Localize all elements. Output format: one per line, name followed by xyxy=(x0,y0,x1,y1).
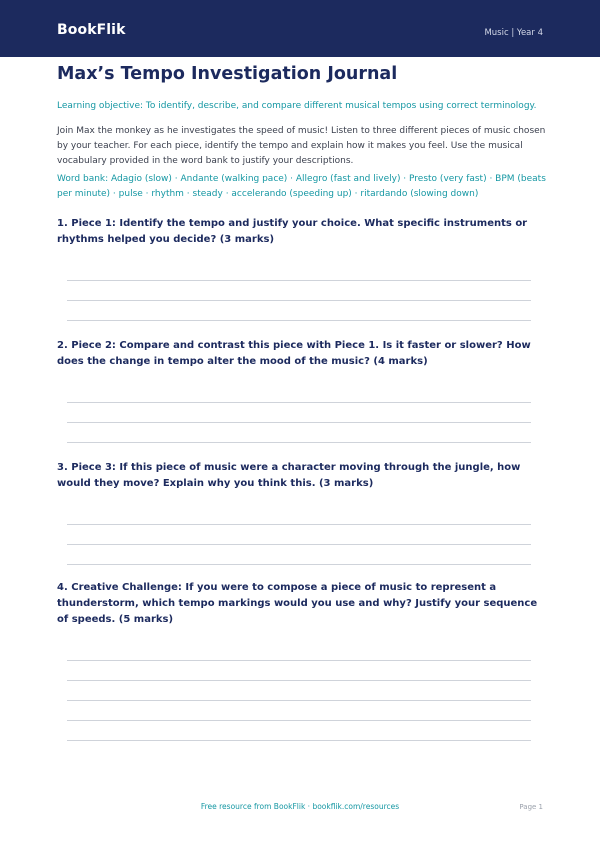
answer-line[interactable] xyxy=(67,422,531,423)
answer-line[interactable] xyxy=(67,300,531,301)
subject-label: Music | Year 4 xyxy=(484,28,543,38)
answer-line[interactable] xyxy=(67,280,531,281)
answer-line[interactable] xyxy=(67,740,531,741)
answer-line[interactable] xyxy=(67,660,531,661)
answer-line[interactable] xyxy=(67,442,531,443)
learning-objective: Learning objective: To identify, describe, and compare different musical tempos using correct terminology. xyxy=(57,101,537,111)
page-title: Max’s Tempo Investigation Journal xyxy=(57,64,398,84)
question-4: 4. Creative Challenge: If you were to compose a piece of music to represent a thunderstorm, which tempo markings would you use and why? Justify your sequence of speeds. (5 marks) xyxy=(57,582,538,625)
footer-text: Free resource from BookFlik · bookflik.com/resources xyxy=(200,802,400,811)
answer-line[interactable] xyxy=(67,402,531,403)
answer-line[interactable] xyxy=(67,700,531,701)
answer-line[interactable] xyxy=(67,680,531,681)
intro-paragraph: Join Max the monkey as he investigates the speed of music! Listen to three different pieces of music chosen by your teacher. For each piece, identify the tempo and explain how it makes you feel. Use the musical vocabulary provided in the word bank to justify your descriptions. xyxy=(57,126,546,166)
answer-line[interactable] xyxy=(67,524,531,525)
answer-line[interactable] xyxy=(67,720,531,721)
question-3: 3. Piece 3: If this piece of music were a character moving through the jungle, how would they move? Explain why you think this. (3 marks) xyxy=(57,462,521,489)
question-2: 2. Piece 2: Compare and contrast this piece with Piece 1. Is it faster or slower? How does the change in tempo alter the mood of the music? (4 marks) xyxy=(57,340,531,367)
answer-line[interactable] xyxy=(67,544,531,545)
page-number: Page 1 xyxy=(519,803,543,811)
answer-line[interactable] xyxy=(67,564,531,565)
brand-logo: BookFlik xyxy=(57,22,126,38)
header-bar xyxy=(0,0,600,57)
word-bank: Word bank: Adagio (slow) · Andante (walking pace) · Allegro (fast and lively) · Presto (very fast) · BPM (beats per minute) · pulse · rhythm · steady · accelerando (speeding up) · ritardando (slowing down) xyxy=(57,174,546,199)
answer-line[interactable] xyxy=(67,320,531,321)
question-1: 1. Piece 1: Identify the tempo and justify your choice. What specific instruments or rhythms helped you decide? (3 marks) xyxy=(57,218,528,245)
